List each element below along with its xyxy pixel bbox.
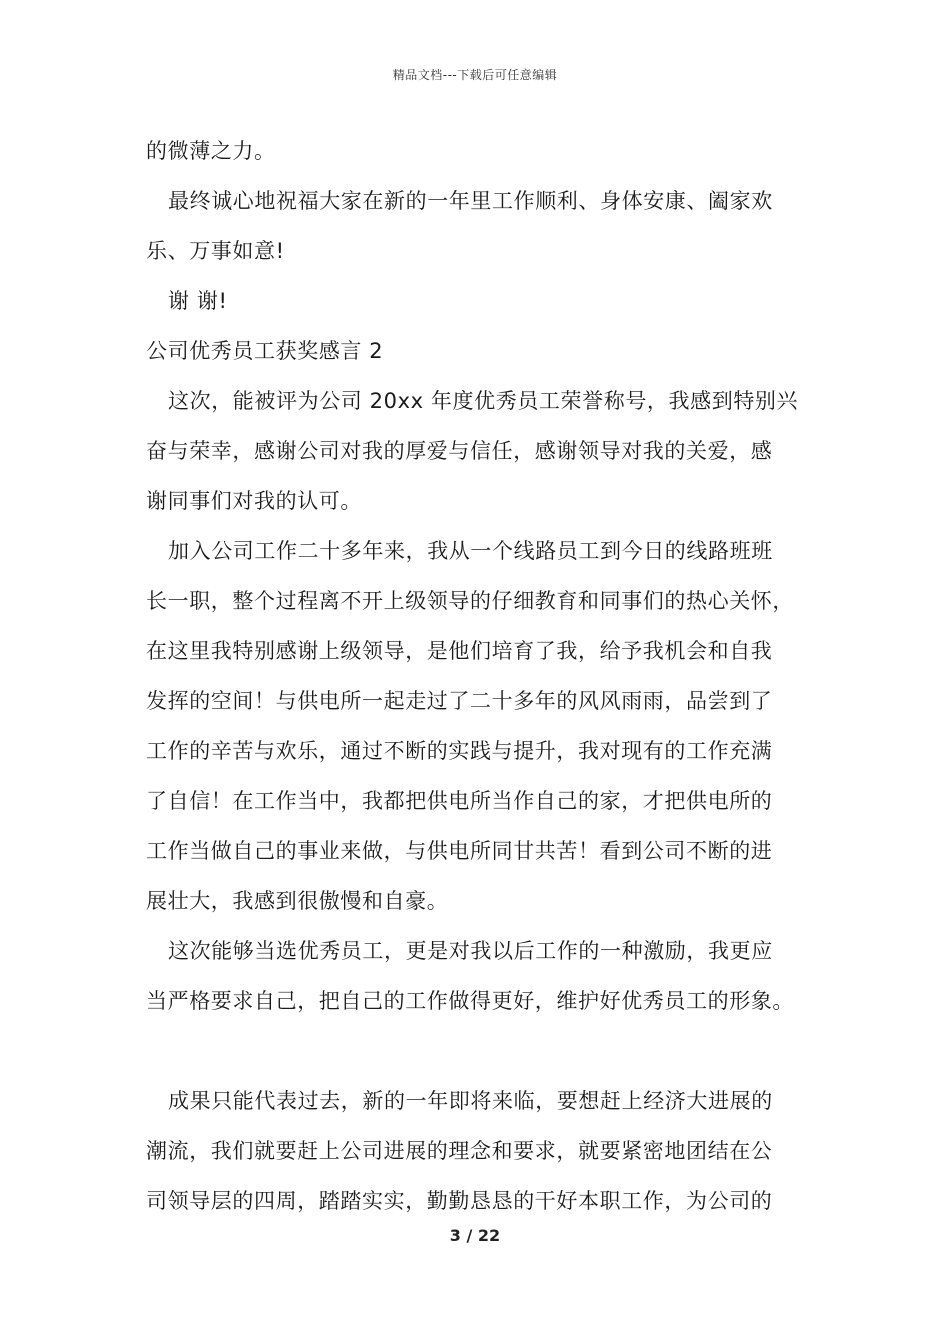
paragraph-line: 工作当做自己的事业来做，与供电所同甘共苦！看到公司不断的进	[146, 839, 773, 863]
paragraph-line: 最终诚心地祝福大家在新的一年里工作顺利、身体安康、阖家欢	[168, 189, 773, 213]
paragraph-line: 加入公司工作二十多年来，我从一个线路员工到今日的线路班班	[168, 539, 773, 563]
paragraph-line: 发挥的空间！与供电所一起走过了二十多年的风风雨雨，品尝到了	[146, 689, 773, 713]
page-number: 3 / 22	[449, 1226, 501, 1245]
paragraph-line: 这次，能被评为公司 20xx 年度优秀员工荣誉称号，我感到特别兴	[168, 389, 799, 413]
paragraph-line: 了自信！在工作当中，我都把供电所当作自己的家，才把供电所的	[146, 789, 773, 813]
paragraph-gap	[146, 1026, 810, 1076]
paragraph-line: 这次能够当选优秀员工，更是对我以后工作的一种激励，我更应	[168, 939, 773, 963]
paragraph-line: 潮流，我们就要赶上公司进展的理念和要求，就要紧密地团结在公	[146, 1139, 773, 1163]
paragraph-line: 奋与荣幸，感谢公司对我的厚爱与信任，感谢领导对我的关爱，感	[146, 439, 773, 463]
header-note: 精品文档---下载后可任意编辑	[392, 68, 558, 82]
paragraph-line: 展壮大，我感到很傲慢和自豪。	[146, 889, 449, 913]
paragraph-line: 司领导层的四周，踏踏实实，勤勤恳恳的干好本职工作，为公司的	[146, 1189, 773, 1213]
paragraph-line: 长一职，整个过程离不开上级领导的仔细教育和同事们的热心关怀，	[146, 589, 794, 613]
paragraph-line: 工作的辛苦与欢乐，通过不断的实践与提升，我对现有的工作充满	[146, 739, 773, 763]
paragraph-line: 谢同事们对我的认可。	[146, 489, 362, 513]
paragraph-line: 成果只能代表过去，新的一年即将来临，要想赶上经济大进展的	[168, 1089, 773, 1113]
section-title: 公司优秀员工获奖感言 2	[146, 339, 384, 363]
document-body	[146, 126, 810, 1226]
paragraph-line: 乐、万事如意!	[146, 239, 285, 263]
paragraph-line: 的微薄之力。	[146, 139, 276, 163]
paragraph-line: 谢 谢!	[168, 289, 228, 313]
paragraph-line: 在这里我特别感谢上级领导，是他们培育了我，给予我机会和自我	[146, 639, 773, 663]
paragraph-line: 当严格要求自己，把自己的工作做得更好，维护好优秀员工的形象。	[146, 989, 794, 1013]
